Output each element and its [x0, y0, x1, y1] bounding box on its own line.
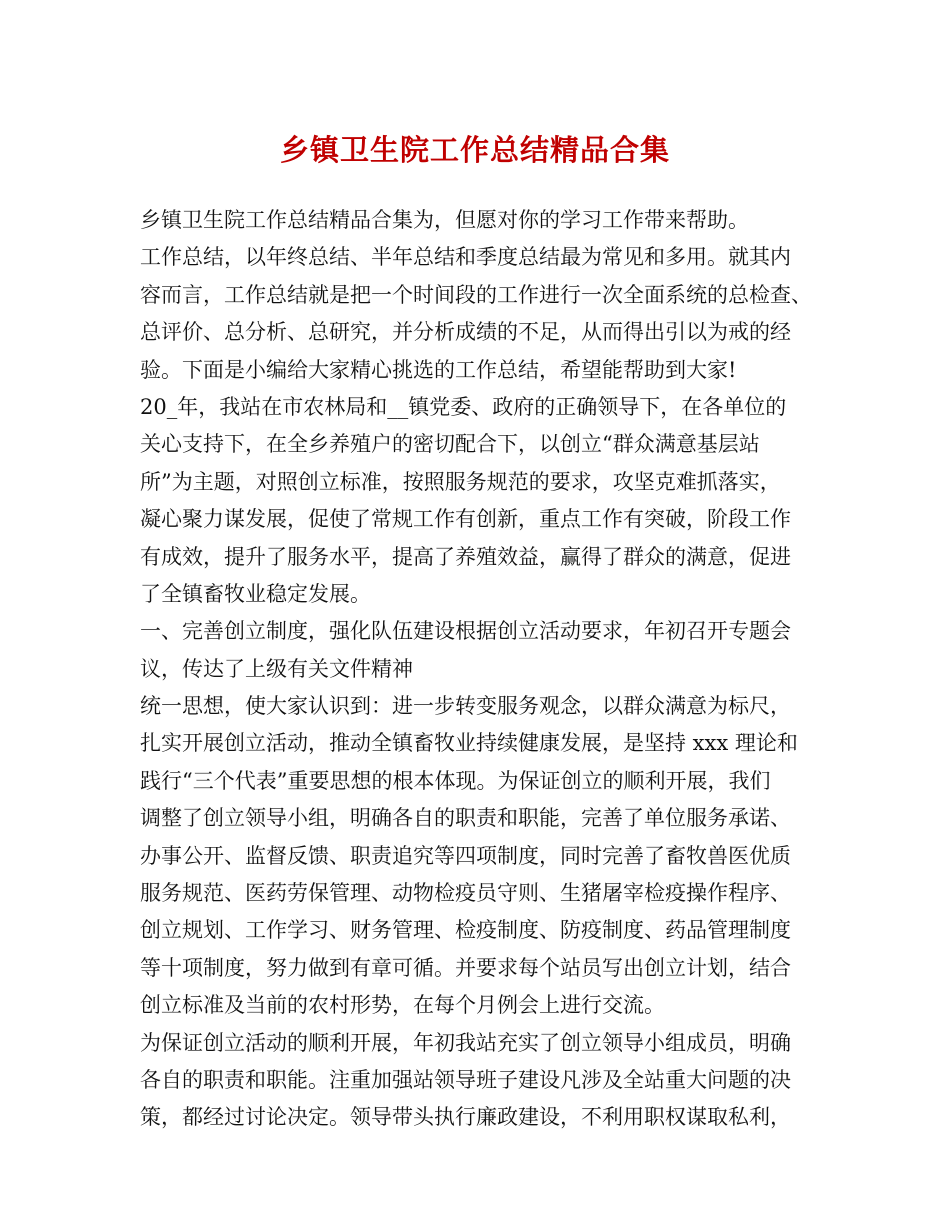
text-line: 20_年，我站在市农林局和__镇党委、政府的正确领导下，在各单位的	[140, 394, 787, 419]
text-line: 工作总结，以年终总结、半年总结和季度总结最为常见和多用。就其内	[140, 245, 791, 270]
text-line: 验。下面是小编给大家精心挑选的工作总结，希望能帮助到大家!	[140, 357, 737, 382]
document-title: 乡镇卫生院工作总结精品合集	[279, 133, 670, 167]
text-line: 创立规划、工作学习、财务管理、检疫制度、防疫制度、药品管理制度	[140, 918, 791, 943]
text-line: 扎实开展创立活动，推动全镇畜牧业持续健康发展，是坚持 xxx 理论和	[140, 731, 798, 756]
text-line: 服务规范、医药劳保管理、动物检疫员守则、生猪屠宰检疫操作程序、	[140, 881, 791, 906]
text-line: 了全镇畜牧业稳定发展。	[140, 581, 371, 606]
text-line: 策，都经过讨论决定。领导带头执行廉政建设，不利用职权谋取私利，	[140, 1105, 791, 1130]
text-line: 乡镇卫生院工作总结精品合集为，但愿对你的学习工作带来帮助。	[140, 208, 749, 232]
text-line: 为保证创立活动的顺利开展，年初我站充实了创立领导小组成员，明确	[140, 1030, 791, 1055]
text-line: 各自的职责和职能。注重加强站领导班子建设凡涉及全站重大问题的决	[140, 1067, 791, 1092]
text-line: 统一思想，使大家认识到：进一步转变服务观念，以群众满意为标尺，	[140, 694, 791, 719]
text-line: 创立标准及当前的农村形势，在每个月例会上进行交流。	[140, 993, 665, 1018]
text-line: 关心支持下，在全乡养殖户的密切配合下，以创立“群众满意基层站	[140, 432, 760, 457]
text-line: 议，传达了上级有关文件精神	[140, 656, 413, 681]
document-body	[140, 202, 820, 1137]
text-line: 办事公开、监督反馈、职责追究等四项制度，同时完善了畜牧兽医优质	[140, 843, 791, 868]
text-line: 践行“三个代表”重要思想的根本体现。为保证创立的顺利开展，我们	[140, 768, 771, 793]
text-line: 等十项制度，努力做到有章可循。并要求每个站员写出创立计划，结合	[140, 955, 791, 980]
text-line: 有成效，提升了服务水平，提高了养殖效益，赢得了群众的满意，促进	[140, 544, 791, 569]
text-line: 总评价、总分析、总研究，并分析成绩的不足，从而得出引以为戒的经	[140, 320, 791, 345]
text-line: 凝心聚力谋发展，促使了常规工作有创新，重点工作有突破，阶段工作	[140, 507, 791, 532]
text-line: 调整了创立领导小组，明确各自的职责和职能，完善了单位服务承诺、	[140, 806, 791, 831]
text-line: 一、完善创立制度，强化队伍建设根据创立活动要求，年初召开专题会	[140, 619, 791, 644]
text-line: 容而言，工作总结就是把一个时间段的工作进行一次全面系统的总检查、	[140, 282, 812, 307]
text-line: 所”为主题，对照创立标准，按照服务规范的要求，攻坚克难抓落实，	[140, 469, 781, 494]
